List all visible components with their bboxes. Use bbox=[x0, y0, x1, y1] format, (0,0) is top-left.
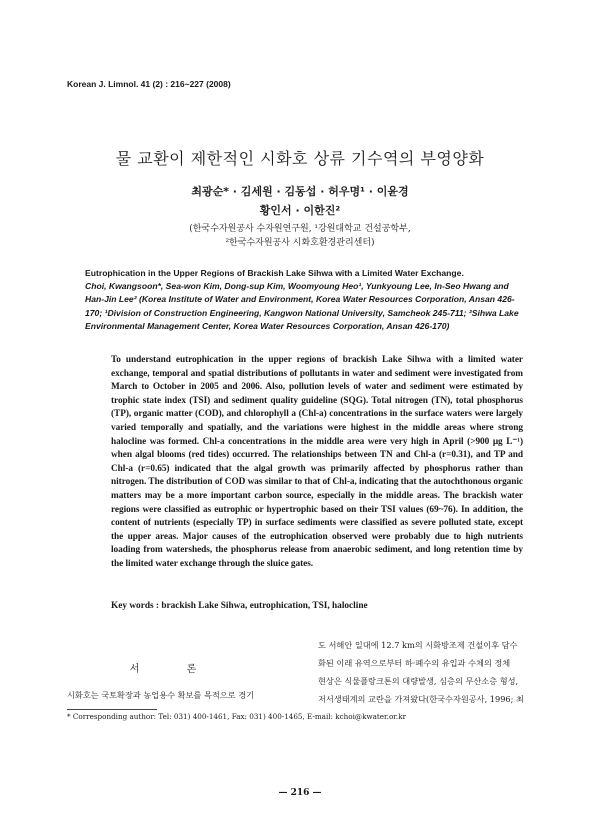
english-title: Eutrophication in the Upper Regions of Brackish Lake Sihwa with a Limited Water Exchange. bbox=[85, 268, 464, 278]
korean-affiliations bbox=[0, 222, 600, 250]
korean-authors-line-2: 황인서 · 이한진² bbox=[259, 204, 341, 217]
right-column-text bbox=[318, 636, 540, 708]
section-heading-introduction: 서 론 bbox=[129, 664, 219, 675]
right-column-line: 현상은 식물플랑크톤의 대량발생, 심층의 무산소층 형성, bbox=[318, 676, 519, 686]
korean-title: 물 교환이 제한적인 시화호 상류 기수역의 부영양화 bbox=[115, 149, 485, 168]
left-column-text: 시화호는 국토확장과 농업용수 확보를 목적으로 경기 bbox=[67, 690, 255, 700]
footnote-divider bbox=[67, 709, 157, 710]
page-number: — 216 — bbox=[278, 788, 322, 798]
right-column-line: 도 서해안 일대에 12.7 km의 시화방조제 건설이후 담수 bbox=[318, 640, 518, 650]
abstract: To understand eutrophication in the upper regions of brackish Lake Sihwa with a limited water exchange, temporal and spatial distributions of pollutants in water and sediment were investigated from March to October in 2005 and 2006. Also, pollution levels of water and sediment were estimated by trophic state index (TSI) and sediment quality guideline (SQG). Total nitrogen (TN), total phosphorus (TP), organic matter (COD), and chlorophyll a (Chl-a) concentrations in the surface waters were largely varied temporally and spatially, and the variations were highest in the middle areas where strong halocline was formed. Chl-a concentrations in the middle area were very high in April (>900 μg L⁻¹) when algal blooms (red tides) occurred. The relationships between TN and Chl-a (r=0.31), and TP and Chl-a (r=0.65) indicated that the algal growth was primarily affected by phosphorus rather than nitrogen. The distribution of COD was similar to that of Chl-a, indicating that the autochthonous organic matters may be a more important carbon source, especially in the middle areas. The brackish water regions were classified as eutrophic or hypertrophic based on their TSI values (69~76). In addition, the content of nutrients (especially TP) in surface sediments were classified as severe polluted state, except the upper areas. Major causes of the eutrophication observed were probably due to high nutrients loading from watersheds, the phosphorus release from anaerobic sediment, and long retention time by the limited water exchange through the sluice gates. bbox=[111, 355, 523, 569]
journal-reference: Korean J. Limnol. 41 (2) : 216~227 (2008) bbox=[67, 79, 231, 89]
keywords: Key words : brackish Lake Sihwa, eutrophication, TSI, halocline bbox=[111, 601, 368, 611]
right-column-line: 화된 이래 유역으로부터 하·폐수의 유입과 수체의 정체 bbox=[318, 658, 511, 668]
english-header bbox=[85, 267, 525, 333]
korean-affiliation-line-1: (한국수자원공사 수자원연구원, ¹강원대학교 건설공학부, bbox=[189, 224, 411, 234]
corresponding-author-footnote: * Corresponding author: Tel: 031) 400-1461, Fax: 031) 400-1465, E-mail: kchoi@kwater.or.kr bbox=[67, 712, 407, 721]
english-authors-affiliations: Choi, Kwangsoon*, Sea-won Kim, Dong-sup Kim, Woomyoung Heo¹, Yunkyoung Lee, In-Seo Hwang and Han-Jin Lee² (Korea Institute of Water and Environment, Korea Water Resources Corporation, Ansan 426-170; ¹Division of Construction Engineering, Kangwon National University, Samcheok 245-711; ²Sihwa Lake Environmental Management Center, Korea Water Resources Corporation, Ansan 426-170) bbox=[85, 281, 519, 331]
right-column-line: 저서생태계의 교란을 가져왔다(한국수자원공사, 1996; 최 bbox=[318, 694, 524, 704]
korean-affiliation-line-2: ²한국수자원공사 시화호환경관리센터) bbox=[225, 238, 375, 248]
korean-authors bbox=[0, 182, 600, 220]
korean-authors-line-1: 최광순* · 김세원 · 김동섭 · 허우명¹ · 이윤경 bbox=[191, 185, 409, 198]
